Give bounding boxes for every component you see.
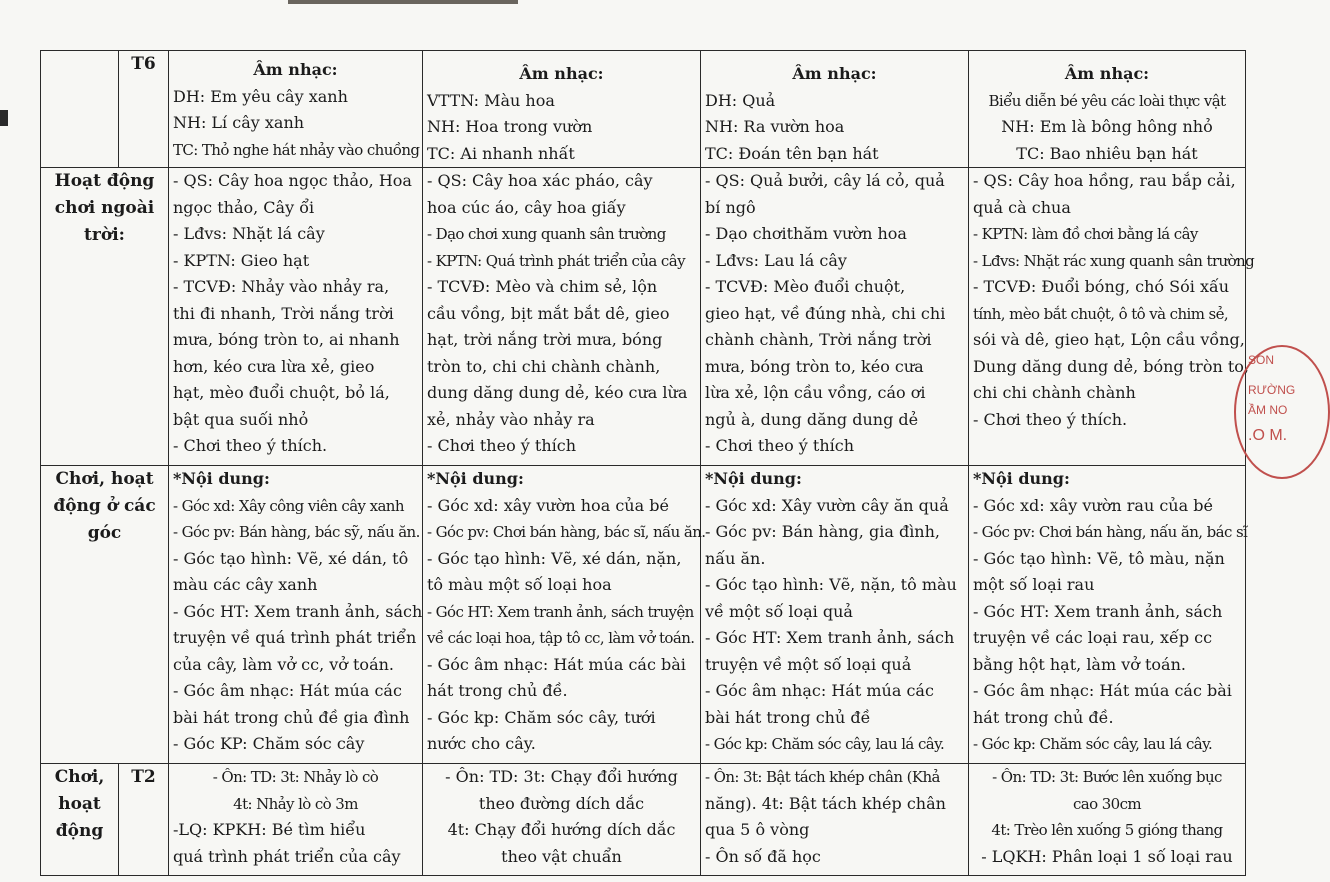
row-t6 — [41, 51, 1246, 168]
corners-cell-4: *Nội dung: - Góc xd: xây vườn rau của bé - Góc pv: Chơi bán hàng, nấu ăn, bác sĩ - Góc tạo hình: Vẽ, tô màu, nặn một số loại rau - Góc HT: Xem tranh ảnh, sách truyện về các loại rau, xếp cc bằng hột hạt, làm vở toán. - Góc âm nhạc: Hát múa các bài hát trong chủ đề. - Góc kp: Chăm sóc cây, lau lá cây. — [969, 466, 1246, 764]
t2-label: Chơi, hoạt động — [41, 764, 119, 876]
corners-cell-2: *Nội dung: - Góc xd: xây vườn hoa của bé - Góc pv: Chơi bán hàng, bác sĩ, nấu ăn. - Góc tạo hình: Vẽ, xé dán, nặn, tô màu một số loại hoa - Góc HT: Xem tranh ảnh, sách truyện về các loại hoa, tập tô cc, làm vở toán. - Góc âm nhạc: Hát múa các bài hát trong chủ đề. - Góc kp: Chăm sóc cây, tưới nước cho cây. — [423, 466, 701, 764]
outdoor-label: Hoạt động chơi ngoài trời: — [41, 168, 169, 466]
outdoor-cell-1: - QS: Cây hoa ngọc thảo, Hoa ngọc thảo, Cây ổi - Lđvs: Nhặt lá cây - KPTN: Gieo hạt - TCVĐ: Nhảy vào nhảy ra, thi đi nhanh, Trời nắng trời mưa, bóng tròn to, ai nhanh hơn, kéo cưa lừa xẻ, gieo hạt, mèo đuổi chuột, bỏ lá, bật qua suối nhỏ - Chơi theo ý thích. — [169, 168, 423, 466]
t6-cell-4: Âm nhạc: Biểu diễn bé yêu các loài thực vật NH: Em là bông hông nhỏ TC: Bao nhiêu bạn hát — [969, 51, 1246, 168]
day-label-t6: T6 — [119, 51, 169, 168]
outdoor-cell-3: - QS: Quả bưởi, cây lá cỏ, quả bí ngô - Dạo chơithăm vườn hoa - Lđvs: Lau lá cây - TCVĐ: Mèo đuổi chuột, gieo hạt, về đúng nhà, chi chi chành chành, Trời nắng trời mưa, bóng tròn to, kéo cưa lừa xẻ, lộn cầu vồng, cáo ơi ngủ à, dung dăng dung dẻ - Chơi theo ý thích — [701, 168, 969, 466]
corners-cell-1: *Nội dung: - Góc xd: Xây công viên cây xanh - Góc pv: Bán hàng, bác sỹ, nấu ăn. - Góc tạo hình: Vẽ, xé dán, tô màu các cây xanh - Góc HT: Xem tranh ảnh, sách truyện về quá trình phát triển của cây, làm vở cc, vở toán. - Góc âm nhạc: Hát múa các bài hát trong chủ đề gia đình - Góc KP: Chăm sóc cây — [169, 466, 423, 764]
t2-cell-4: - Ôn: TD: 3t: Bước lên xuống bục cao 30cm 4t: Trèo lên xuống 5 gióng thang - LQKH: Phân loại 1 số loại rau — [969, 764, 1246, 876]
corners-label: Chơi, hoạt động ở các góc — [41, 466, 169, 764]
row-corners — [41, 466, 1246, 764]
t6-cell-3: Âm nhạc: DH: Quả NH: Ra vườn hoa TC: Đoán tên bạn hát — [701, 51, 969, 168]
school-stamp: SON RƯỜNG ẦM NO .O M. — [1234, 345, 1330, 479]
outdoor-cell-4: - QS: Cây hoa hồng, rau bắp cải, quả cà chua - KPTN: làm đồ chơi bằng lá cây - Lđvs: Nhặt rác xung quanh sân trường - TCVĐ: Đuổi bóng, chó Sói xấu tính, mèo bắt chuột, ô tô và chim sẻ, sói và dê, gieo hạt, Lộn cầu vồng, Dung dăng dung dẻ, bóng tròn to, chi chi chành chành - Chơi theo ý thích. — [969, 168, 1246, 466]
corners-cell-3: *Nội dung: - Góc xd: Xây vườn cây ăn quả - Góc pv: Bán hàng, gia đình, nấu ăn. - Góc tạo hình: Vẽ, nặn, tô màu về một số loại quả - Góc HT: Xem tranh ảnh, sách truyện về một số loại quả - Góc âm nhạc: Hát múa các bài hát trong chủ đề - Góc kp: Chăm sóc cây, lau lá cây. — [701, 466, 969, 764]
photo-top-edge — [288, 0, 518, 4]
weekly-plan-table — [40, 50, 1255, 876]
day-label-t2: T2 — [119, 764, 169, 876]
photo-left-mark — [0, 110, 8, 126]
row-t6-blank — [41, 51, 119, 168]
t2-cell-1: - Ôn: TD: 3t: Nhảy lò cò 4t: Nhảy lò cò 3m -LQ: KPKH: Bé tìm hiểu quá trình phát triển của cây — [169, 764, 423, 876]
row-t2 — [41, 764, 1246, 876]
t2-cell-2: - Ôn: TD: 3t: Chạy đổi hướng theo đường dích dắc 4t: Chạy đổi hướng dích dắc theo vật chuẩn — [423, 764, 701, 876]
t6-cell-1: Âm nhạc: DH: Em yêu cây xanh NH: Lí cây xanh TC: Thỏ nghe hát nhảy vào chuồng — [169, 51, 423, 168]
t6-cell-2: Âm nhạc: VTTN: Màu hoa NH: Hoa trong vườn TC: Ai nhanh nhất — [423, 51, 701, 168]
row-outdoor — [41, 168, 1246, 466]
outdoor-cell-2: - QS: Cây hoa xác pháo, cây hoa cúc áo, cây hoa giấy - Dạo chơi xung quanh sân trường - KPTN: Quá trình phát triển của cây - TCVĐ: Mèo và chim sẻ, lộn cầu vồng, bịt mắt bắt dê, gieo hạt, trời nắng trời mưa, bóng tròn to, chi chi chành chành, dung dăng dung dẻ, kéo cưa lừa xẻ, nhảy vào nhảy ra - Chơi theo ý thích — [423, 168, 701, 466]
t2-cell-3: - Ôn: 3t: Bật tách khép chân (Khả năng). 4t: Bật tách khép chân qua 5 ô vòng - Ôn số đã học — [701, 764, 969, 876]
